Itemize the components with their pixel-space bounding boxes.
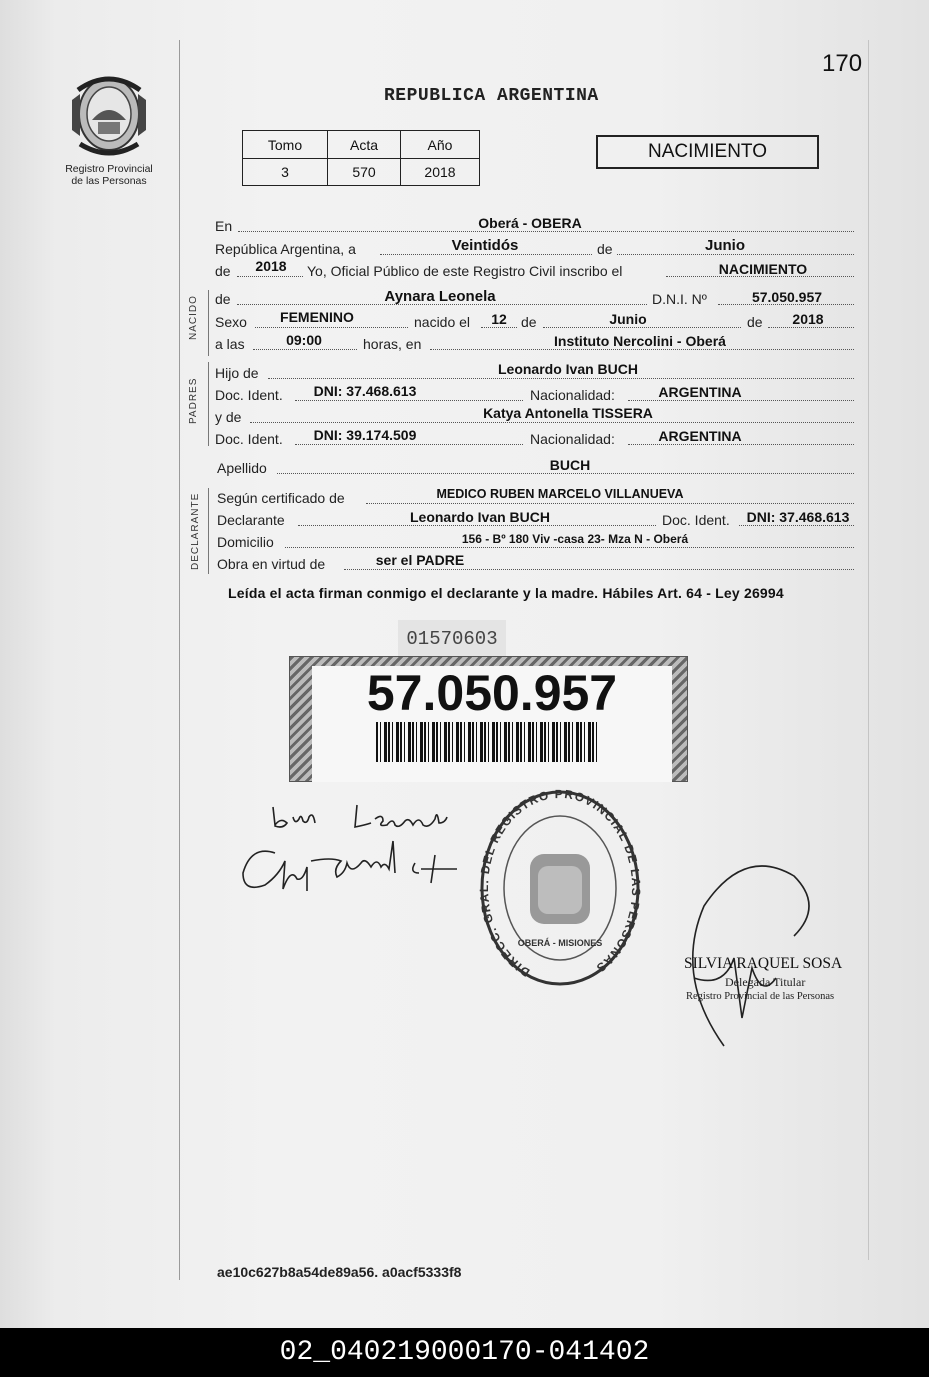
value-declarante-doc: DNI: 37.468.613 xyxy=(746,509,850,525)
dotted-line xyxy=(380,254,592,255)
value-madre-doc: DNI: 39.174.509 xyxy=(313,427,417,443)
dotted-line xyxy=(543,327,741,328)
province-seal-logo xyxy=(68,70,150,162)
label-yo: Yo, Oficial Público de este Registro Civil inscribo el xyxy=(307,263,623,279)
label-de: de xyxy=(597,241,613,257)
value-lugar: Oberá - OBERA xyxy=(478,215,582,231)
official-stamp xyxy=(478,788,642,988)
value-hora: 09:00 xyxy=(286,332,322,348)
dotted-line xyxy=(295,444,523,445)
bracket-line xyxy=(208,290,209,356)
official-title: Delegada Titular xyxy=(725,975,806,989)
label-nacionalidad: Nacionalidad: xyxy=(530,431,615,447)
label-nacionalidad: Nacionalidad: xyxy=(530,387,615,403)
signature-official xyxy=(684,858,834,1048)
right-edge-line xyxy=(868,40,869,1260)
page-number: 170 xyxy=(822,50,863,77)
label-segun-certificado: Según certificado de xyxy=(217,490,345,506)
document-title: REPUBLICA ARGENTINA xyxy=(384,86,599,106)
value-apellido: BUCH xyxy=(549,457,591,473)
label-republica: República Argentina, a xyxy=(215,241,356,257)
value-domicilio: 156 - Bº 180 Viv -casa 23- Mza N - Oberá xyxy=(461,532,689,546)
org-name-line2: de las Personas xyxy=(71,175,147,187)
value-sexo: FEMENINO xyxy=(280,309,354,325)
dotted-line xyxy=(628,444,854,445)
value-certificado: MEDICO RUBEN MARCELO VILLANUEVA xyxy=(436,487,684,501)
margin-line xyxy=(179,40,180,1280)
value-padre: Leonardo Ivan BUCH xyxy=(497,361,638,377)
value-madre-nac: ARGENTINA xyxy=(658,428,742,444)
dotted-line xyxy=(430,349,854,350)
dotted-line xyxy=(481,327,517,328)
signature-1-text xyxy=(245,796,246,797)
document-hash: ae10c627b8a54de89a56. a0acf5333f8 xyxy=(217,1264,462,1280)
side-label-nacido: NACIDO xyxy=(188,295,199,340)
dotted-line xyxy=(298,525,656,526)
value-obra: ser el PADRE xyxy=(375,552,465,568)
org-name-line1: Registro Provincial xyxy=(65,163,153,175)
label-domicilio: Domicilio xyxy=(217,534,274,550)
table-cell-tomo: 3 xyxy=(243,159,328,186)
dotted-line xyxy=(255,327,408,328)
label-de: de xyxy=(215,291,231,307)
value-madre: Katya Antonella TISSERA xyxy=(483,405,653,421)
label-de: de xyxy=(215,263,231,279)
value-nac-dia: 12 xyxy=(491,311,507,327)
label-de: de xyxy=(747,314,763,330)
table-cell-acta: 570 xyxy=(328,159,401,186)
signature-2-text xyxy=(245,850,246,851)
svg-text:DIRECC. GRAL. DEL REGISTRO PRO: DIRECC. GRAL. DEL REGISTRO PROVINCIAL DE LAS PERSONAS xyxy=(478,788,642,980)
signature-declarante xyxy=(235,795,485,895)
label-doc-ident: Doc. Ident. xyxy=(215,387,283,403)
official-name: SILVIA RAQUEL SOSA xyxy=(684,955,843,972)
label-horas-en: horas, en xyxy=(363,336,422,352)
label-dni: D.N.I. Nº xyxy=(652,291,707,307)
dotted-line xyxy=(285,547,854,548)
table-header-anio: Año xyxy=(401,131,480,159)
bracket-line xyxy=(208,362,209,446)
dni-sticker-number: 57.050.957 xyxy=(366,665,618,721)
record-type-box: NACIMIENTO xyxy=(596,135,819,169)
label-nacido-el: nacido el xyxy=(414,314,471,330)
official-org: Registro Provincial de las Personas xyxy=(686,991,835,1002)
label-declarante: Declarante xyxy=(217,512,285,528)
label-y-de: y de xyxy=(215,409,242,425)
value-padre-nac: ARGENTINA xyxy=(658,384,742,400)
label-sexo: Sexo xyxy=(215,314,247,330)
dotted-line xyxy=(739,525,854,526)
value-tipo-inscripcion: NACIMIENTO xyxy=(718,261,808,277)
table-header-acta: Acta xyxy=(328,131,401,159)
dotted-line xyxy=(250,422,854,423)
dotted-line xyxy=(253,349,357,350)
dotted-line xyxy=(617,254,854,255)
bracket-line xyxy=(208,488,209,574)
closing-note: Leída el acta firman conmigo el declarante y la madre. Hábiles Art. 64 - Ley 26994 xyxy=(228,585,784,601)
dotted-line xyxy=(768,327,854,328)
footer-code: 02_040219000170-041402 xyxy=(0,1328,929,1377)
side-label-declarante: DECLARANTE xyxy=(190,492,201,570)
value-mes: Junio xyxy=(705,237,745,254)
dotted-line xyxy=(344,569,854,570)
value-anio: 2018 xyxy=(255,258,287,274)
table-cell-anio: 2018 xyxy=(401,159,480,186)
serial-number: 01570603 xyxy=(406,628,498,650)
barcode xyxy=(376,722,598,762)
label-de: de xyxy=(521,314,537,330)
value-declarante: Leonardo Ivan BUCH xyxy=(409,509,550,525)
dotted-line xyxy=(277,473,854,474)
dotted-line xyxy=(295,400,523,401)
value-padre-doc: DNI: 37.468.613 xyxy=(313,383,417,399)
value-dia: Veintidós xyxy=(451,237,519,254)
label-doc-ident: Doc. Ident. xyxy=(215,431,283,447)
dotted-line xyxy=(237,276,303,277)
label-obra: Obra en virtud de xyxy=(217,556,326,572)
value-lugar-nacimiento: Instituto Nercolini - Oberá xyxy=(554,333,726,349)
label-en: En xyxy=(215,218,233,234)
value-dni: 57.050.957 xyxy=(751,289,823,305)
value-nombre: Aynara Leonela xyxy=(384,288,496,305)
svg-text:OBERÁ - MISIONES: OBERÁ - MISIONES xyxy=(517,938,603,948)
registry-table xyxy=(242,130,480,186)
side-label-padres: PADRES xyxy=(188,377,199,424)
dotted-line xyxy=(628,400,854,401)
value-nac-anio: 2018 xyxy=(792,311,824,327)
label-apellido: Apellido xyxy=(217,460,267,476)
table-header-tomo: Tomo xyxy=(243,131,328,159)
dotted-line xyxy=(268,378,854,379)
label-a-las: a las xyxy=(215,336,245,352)
value-nac-mes: Junio xyxy=(609,311,647,327)
dotted-line xyxy=(238,231,854,232)
label-hijo-de: Hijo de xyxy=(215,365,259,381)
label-doc-ident: Doc. Ident. xyxy=(662,512,730,528)
dotted-line xyxy=(366,503,854,504)
